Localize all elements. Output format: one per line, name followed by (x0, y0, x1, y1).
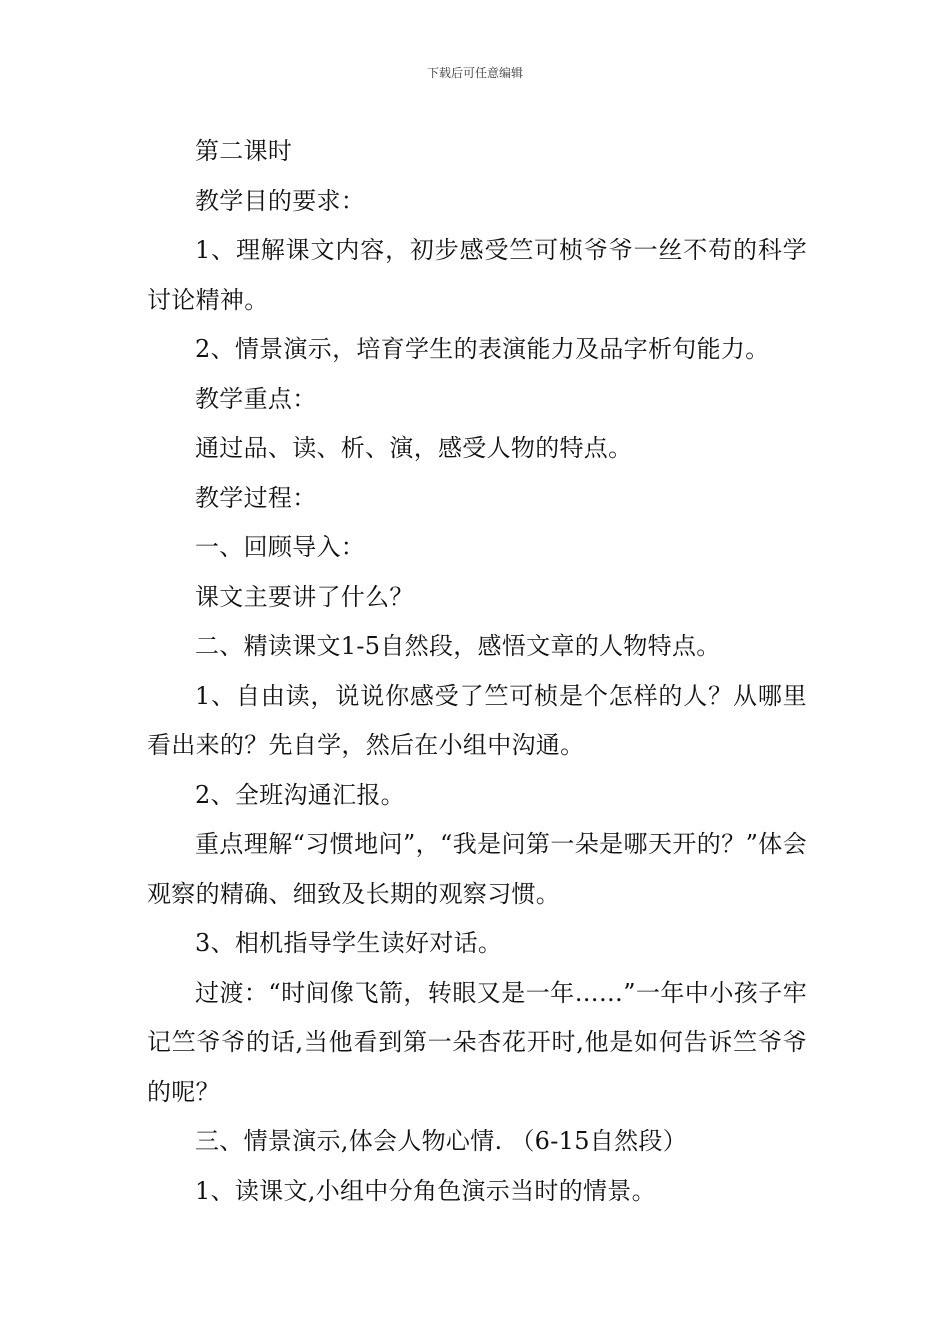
objective-1: 1、理解课文内容，初步感受竺可桢爷爷一丝不苟的科学讨论精神。 (147, 236, 807, 314)
transition-paragraph: 过渡：“时间像飞箭，转眼又是一年……”一年中小孩子牢记竺爷爷的话,当他看到第一朵杏花开时,他是如何告诉竺爷爷的呢？ (147, 978, 807, 1106)
step-2-focus: 重点理解“习惯地问”，“我是问第一朵是哪天开的？”体会观察的精确、细致及长期的观察习惯。 (147, 830, 807, 908)
section-title: 第二课时 (195, 137, 293, 165)
key-point: 通过品、读、析、演，感受人物的特点。 (195, 434, 633, 462)
step-2-item-1: 1、自由读，说说你感受了竺可桢是个怎样的人？从哪里看出来的？先自学，然后在小组中沟通。 (147, 681, 807, 759)
step-3-heading: 三、情景演示,体会人物心情. （6-15自然段） (195, 1127, 688, 1155)
objective-2: 2、情景演示，培育学生的表演能力及品字析句能力。 (195, 335, 770, 363)
heading-key-points: 教学重点： (195, 384, 317, 413)
step-2-item-2: 2、全班沟通汇报。 (195, 780, 405, 809)
step-2-heading: 二、精读课文1-5自然段，感悟文章的人物特点。 (195, 632, 721, 660)
step-3-item-1: 1、读课文,小组中分角色演示当时的情景。 (195, 1176, 656, 1205)
step-1-heading: 一、回顾导入： (195, 533, 366, 561)
step-1-question: 课文主要讲了什么？ (195, 582, 414, 611)
document-body (147, 127, 807, 1216)
page-header: 下载后可任意编辑 (426, 66, 523, 80)
heading-objectives: 教学目的要求： (195, 186, 366, 215)
step-2-item-3: 3、相机指导学生读好对话。 (195, 929, 503, 957)
heading-process: 教学过程： (195, 483, 317, 512)
